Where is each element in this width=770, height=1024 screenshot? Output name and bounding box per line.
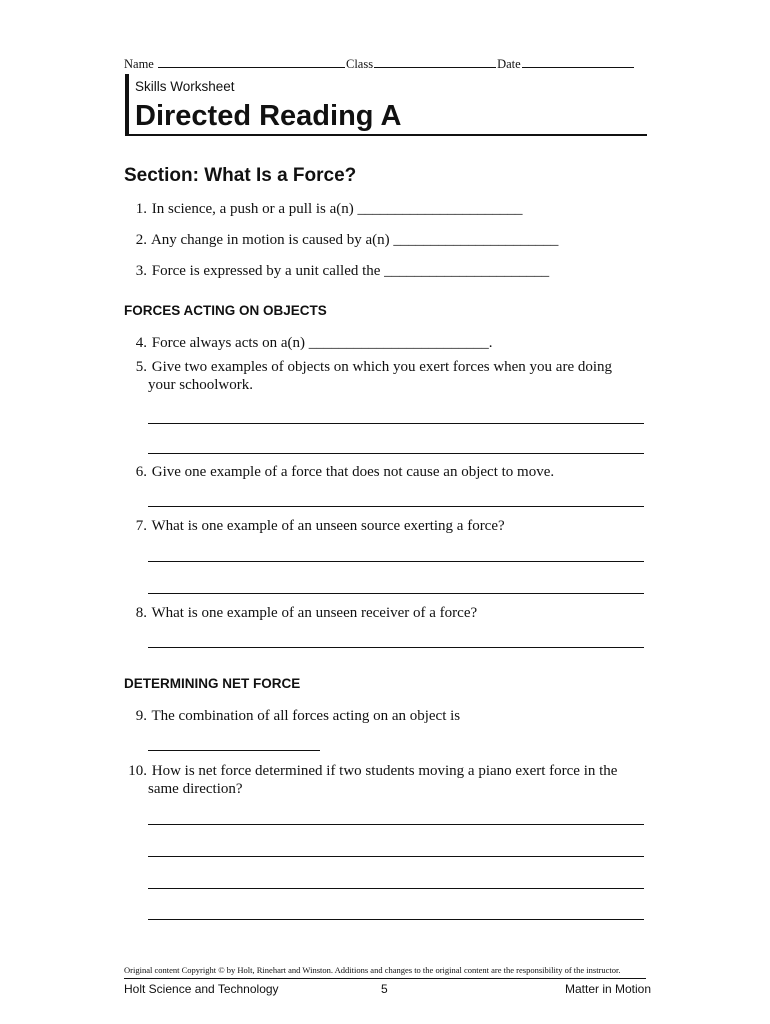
copyright-notice: Original content Copyright © by Holt, Rinehart and Winston. Additions and changes to the original content are the responsibility of the instructor. <box>124 965 621 975</box>
question-number: 9. <box>135 708 147 724</box>
question-number: 5. <box>135 359 147 375</box>
footer-rule <box>124 978 646 979</box>
answer-line[interactable] <box>148 824 644 825</box>
footer-publisher: Holt Science and Technology <box>124 982 279 996</box>
subhead-forces-acting: FORCES ACTING ON OBJECTS <box>124 303 327 318</box>
question-text: What is one example of an unseen receiver of a force? <box>151 605 478 621</box>
answer-line[interactable] <box>148 423 644 424</box>
date-field[interactable] <box>522 55 634 68</box>
question-text: Give one example of a force that does not cause an object to move. <box>151 464 555 480</box>
question-4 <box>130 334 650 352</box>
question-10 <box>124 762 644 780</box>
question-text: In science, a push or a pull is a(n) ______________________ <box>151 201 523 217</box>
question-text: What is one example of an unseen source exerting a force? <box>151 518 505 534</box>
question-number: 7. <box>135 518 147 534</box>
worksheet-kicker: Skills Worksheet <box>135 79 235 94</box>
question-number: 8. <box>135 605 147 621</box>
answer-line[interactable] <box>148 888 644 889</box>
answer-line[interactable] <box>148 919 644 920</box>
question-text: Force is expressed by a unit called the ______________________ <box>151 263 550 279</box>
answer-line[interactable] <box>148 856 644 857</box>
answer-line[interactable] <box>148 453 644 454</box>
question-5 <box>130 358 650 376</box>
answer-line[interactable] <box>148 750 320 751</box>
question-9 <box>130 707 650 725</box>
worksheet-title-block <box>125 74 647 136</box>
question-number: 10. <box>128 763 147 779</box>
question-6 <box>130 463 650 481</box>
question-number: 3. <box>135 263 147 279</box>
question-text: Give two examples of objects on which you exert forces when you are doing <box>151 359 613 375</box>
question-5-continued: your schoolwork. <box>148 377 253 393</box>
title-underline <box>125 134 647 136</box>
answer-line[interactable] <box>148 593 644 594</box>
section-title: Section: What Is a Force? <box>124 165 357 186</box>
class-label: Class <box>345 57 374 71</box>
subhead-determining-net-force: DETERMINING NET FORCE <box>124 676 301 691</box>
name-label: Name <box>124 57 154 71</box>
answer-line[interactable] <box>148 561 644 562</box>
question-1 <box>130 200 650 218</box>
name-class-date-line <box>124 55 635 72</box>
question-text: The combination of all forces acting on an object is <box>151 708 461 724</box>
question-number: 1. <box>135 201 147 217</box>
question-number: 2. <box>135 232 147 248</box>
question-number: 6. <box>135 464 147 480</box>
question-text: How is net force determined if two students moving a piano exert force in the <box>151 763 618 779</box>
question-8 <box>130 604 650 622</box>
question-text: Force always acts on a(n) ________________________. <box>151 335 493 351</box>
answer-line[interactable] <box>148 647 644 648</box>
date-label: Date <box>497 57 521 71</box>
page-number: 5 <box>381 982 388 996</box>
footer-book-title: Matter in Motion <box>565 982 652 996</box>
question-3 <box>130 262 650 280</box>
answer-line[interactable] <box>148 506 644 507</box>
worksheet-title: Directed Reading A <box>135 100 402 132</box>
question-2 <box>130 231 650 249</box>
class-field[interactable] <box>374 55 496 68</box>
question-number: 4. <box>135 335 147 351</box>
question-10-continued: same direction? <box>148 781 243 797</box>
name-field[interactable] <box>158 55 345 68</box>
question-7 <box>130 517 650 535</box>
question-text: Any change in motion is caused by a(n) ______________________ <box>150 232 559 248</box>
title-left-bar <box>125 74 129 136</box>
